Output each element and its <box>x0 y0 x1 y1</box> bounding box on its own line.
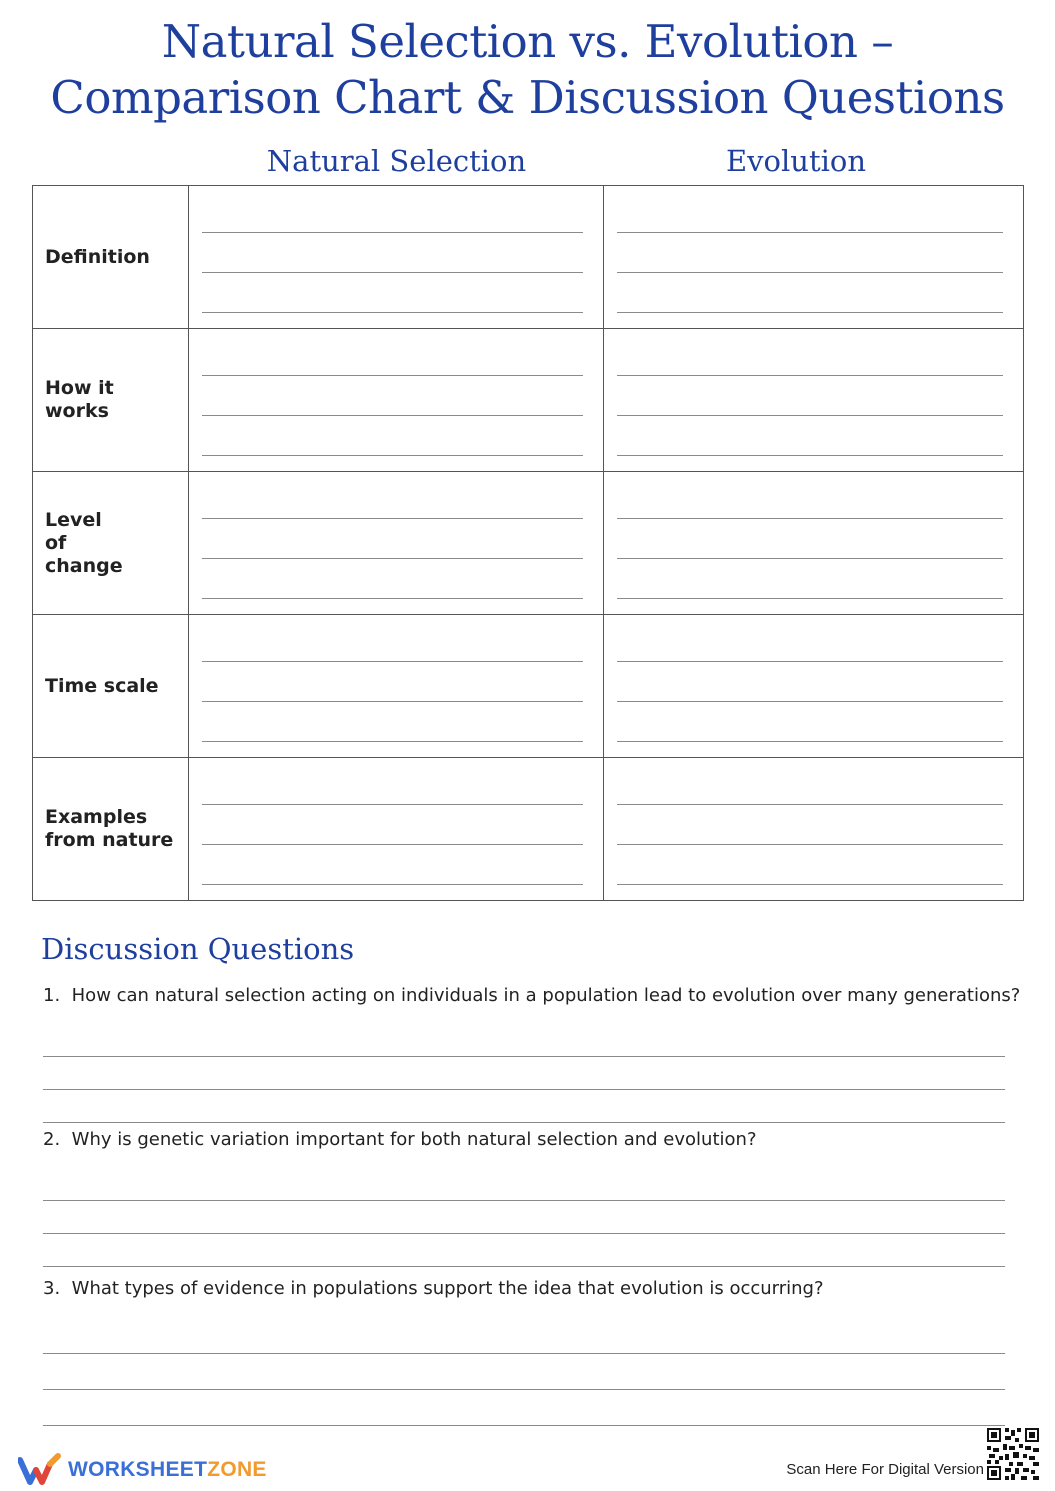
discussion-question-2 <box>43 1128 1005 1267</box>
chart-row-examples-from-nature <box>33 758 1024 901</box>
comparison-chart <box>32 185 1024 901</box>
page-title-line1: Natural Selection vs. Evolution – <box>161 15 894 68</box>
answer-lines[interactable] <box>43 1024 1005 1123</box>
answer-lines-evolution[interactable] <box>604 202 1023 313</box>
answer-lines-natural-selection[interactable] <box>189 774 603 885</box>
chart-row-time-scale <box>33 615 1024 758</box>
question-number: 3. <box>43 1278 61 1299</box>
qr-code-icon[interactable] <box>985 1426 1041 1482</box>
question-number: 1. <box>43 985 61 1006</box>
answer-lines[interactable] <box>43 1319 1005 1426</box>
brand-name-part2: ZONE <box>207 1458 267 1481</box>
row-label: Time scale <box>45 674 159 697</box>
answer-lines-natural-selection[interactable] <box>189 345 603 456</box>
column-header-evolution: Evolution <box>725 144 867 178</box>
brand-name-part1: WORKSHEET <box>68 1458 208 1481</box>
discussion-question-1 <box>43 984 1021 1123</box>
question-number: 2. <box>43 1129 61 1150</box>
row-label: How it works <box>45 377 114 422</box>
chart-row-level-of-change <box>33 472 1024 615</box>
worksheetzone-logo[interactable] <box>18 1450 267 1490</box>
answer-lines-evolution[interactable] <box>604 774 1023 885</box>
answer-lines-evolution[interactable] <box>604 488 1023 599</box>
question-text: Why is genetic variation important for both natural selection and evolution? <box>71 1129 757 1150</box>
answer-lines-natural-selection[interactable] <box>189 488 603 599</box>
row-label: Examples from nature <box>45 806 174 851</box>
scan-text: Scan Here For Digital Version <box>786 1461 984 1478</box>
column-header-natural-selection: Natural Selection <box>266 144 527 178</box>
discussion-heading: Discussion Questions <box>41 932 355 966</box>
page-title-line2: Comparison Chart & Discussion Questions <box>50 71 1005 124</box>
question-text: How can natural selection acting on individuals in a population lead to evolution over many generations? <box>71 985 1021 1006</box>
answer-lines[interactable] <box>43 1168 1005 1267</box>
question-text: What types of evidence in populations support the idea that evolution is occurring? <box>71 1278 824 1299</box>
chart-row-how-it-works <box>33 329 1024 472</box>
chart-row-definition <box>33 186 1024 329</box>
discussion-question-3 <box>43 1277 1005 1426</box>
row-label: Level of change <box>45 508 123 577</box>
worksheetzone-logo-icon <box>18 1452 62 1488</box>
answer-lines-evolution[interactable] <box>604 345 1023 456</box>
answer-lines-natural-selection[interactable] <box>189 631 603 742</box>
answer-lines-evolution[interactable] <box>604 631 1023 742</box>
row-label: Definition <box>45 245 150 268</box>
answer-lines-natural-selection[interactable] <box>189 202 603 313</box>
brand-name <box>68 1458 267 1482</box>
page-title <box>0 14 1055 126</box>
